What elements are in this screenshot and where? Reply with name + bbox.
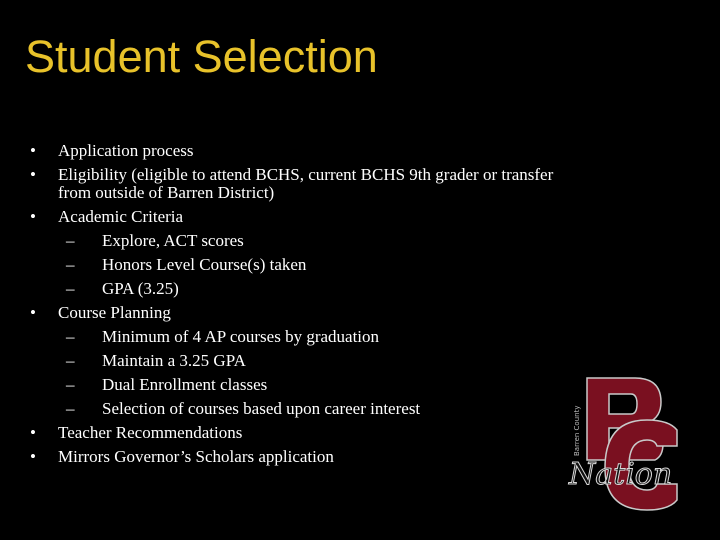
- bullet-item: [30, 142, 590, 160]
- bc-nation-logo: [565, 372, 691, 514]
- bullet-text: Mirrors Governor’s Scholars application: [58, 447, 334, 466]
- sub-bullet-item: [30, 280, 590, 298]
- bullet-item: [30, 208, 590, 226]
- dash-mark: –: [66, 375, 75, 394]
- sub-bullet-item: [30, 232, 590, 250]
- bullet-text: Academic Criteria: [58, 207, 184, 226]
- logo-script-text: Nation: [569, 457, 673, 492]
- sub-bullet-text: Selection of courses based upon career interest: [102, 399, 421, 418]
- logo-side-text: Barren County: [573, 405, 581, 456]
- dash-mark: –: [66, 255, 75, 274]
- bullet-text: Eligibility (eligible to attend BCHS, current BCHS 9th grader or transfer from outside of Barren District): [58, 165, 554, 202]
- bullet-text: Teacher Recommendations: [58, 423, 243, 442]
- sub-bullet-text: Dual Enrollment classes: [102, 375, 268, 394]
- bullet-item: [30, 424, 590, 442]
- sub-bullet-text: Honors Level Course(s) taken: [102, 255, 307, 274]
- bullet-text: Application process: [58, 141, 194, 160]
- sub-bullet-item: [30, 376, 590, 394]
- bullet-mark: •: [30, 165, 36, 184]
- bullet-mark: •: [30, 207, 36, 226]
- bullet-text: Course Planning: [58, 303, 171, 322]
- dash-mark: –: [66, 399, 75, 418]
- bullet-item: [30, 166, 590, 202]
- bullet-mark: •: [30, 141, 36, 160]
- bullet-mark: •: [30, 303, 36, 322]
- sub-bullet-item: [30, 328, 590, 346]
- bullet-item: [30, 448, 590, 466]
- dash-mark: –: [66, 351, 75, 370]
- sub-bullet-item: [30, 256, 590, 274]
- sub-bullet-text: Explore, ACT scores: [102, 231, 244, 250]
- dash-mark: –: [66, 327, 75, 346]
- bullet-list: [30, 142, 590, 472]
- sub-bullet-item: [30, 352, 590, 370]
- sub-bullet-item: [30, 400, 590, 418]
- bullet-mark: •: [30, 447, 36, 466]
- dash-mark: –: [66, 279, 75, 298]
- sub-bullet-text: GPA (3.25): [102, 279, 179, 298]
- bullet-item: [30, 304, 590, 322]
- bullet-mark: •: [30, 423, 36, 442]
- sub-bullet-text: Maintain a 3.25 GPA: [102, 351, 246, 370]
- sub-bullet-text: Minimum of 4 AP courses by graduation: [102, 327, 380, 346]
- dash-mark: –: [66, 231, 75, 250]
- slide-title: Student Selection: [25, 31, 378, 82]
